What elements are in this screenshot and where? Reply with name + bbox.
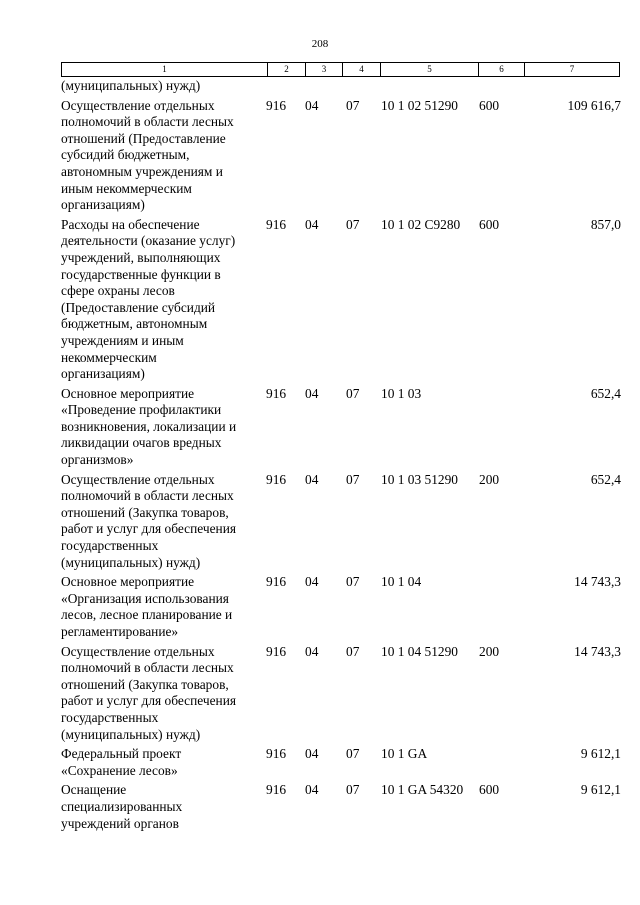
column-header-1: 1	[62, 63, 268, 77]
row-name: Осуществление отдельных полномочий в области лесных отношений (Закупка товаров, работ и услуг для обеспечения государственных (муниципальных) нужд)	[61, 471, 237, 570]
table-row	[61, 782, 621, 832]
row-name: Осуществление отдельных полномочий в области лесных отношений (Предоставление субсидий бюджетным, автономным учреждениям и иным некоммерческим организациям)	[61, 97, 234, 213]
row-subsection-code: 07	[346, 746, 360, 762]
row-name: (муниципальных) нужд)	[61, 78, 201, 93]
row-ministry-code: 916	[266, 216, 287, 232]
row-amount: 652,4	[590, 471, 621, 487]
row-section-code: 04	[305, 385, 319, 401]
row-ministry-code: 916	[266, 385, 287, 401]
table-row	[61, 746, 621, 779]
row-name: Оснащение специализированных учреждений органов	[61, 782, 183, 831]
row-subsection-code: 07	[346, 471, 360, 487]
row-name: Основное мероприятие «Проведение профилактики возникновения, локализации и ликвидации очагов вредных организмов»	[61, 385, 237, 468]
table-row	[61, 574, 621, 640]
row-ministry-code: 916	[266, 471, 287, 487]
column-header-row	[61, 62, 620, 77]
row-ministry-code: 916	[266, 643, 287, 659]
row-expense-type: 200	[479, 471, 500, 487]
column-header-5: 5	[381, 63, 479, 77]
table-row	[61, 386, 621, 469]
column-header-7: 7	[525, 63, 620, 77]
column-header-3: 3	[306, 63, 343, 77]
row-subsection-code: 07	[346, 574, 360, 590]
row-target-code: 10 1 03	[381, 385, 422, 401]
row-target-code: 10 1 03 51290	[381, 471, 458, 487]
row-ministry-code: 916	[266, 746, 287, 762]
table-row	[61, 217, 621, 383]
row-name: Федеральный проект «Сохранение лесов»	[61, 746, 182, 778]
row-section-code: 04	[305, 643, 319, 659]
row-subsection-code: 07	[346, 216, 360, 232]
row-subsection-code: 07	[346, 97, 360, 113]
row-amount: 109 616,7	[567, 97, 621, 113]
table-row	[61, 644, 621, 744]
column-header-2: 2	[268, 63, 306, 77]
row-target-code: 10 1 GA	[381, 746, 428, 762]
row-amount: 652,4	[590, 385, 621, 401]
row-amount: 14 743,3	[574, 643, 621, 659]
row-name: Расходы на обеспечение деятельности (оказание услуг) учреждений, выполняющих государственные функции в сфере охраны лесов (Предоставление субсидий бюджетным, автономным учреждениям и иным некоммерческим организациям)	[61, 216, 236, 382]
row-amount: 9 612,1	[580, 746, 621, 762]
row-target-code: 10 1 02 51290	[381, 97, 458, 113]
row-section-code: 04	[305, 574, 319, 590]
row-section-code: 04	[305, 216, 319, 232]
table-row	[61, 78, 621, 95]
row-expense-type: 600	[479, 97, 500, 113]
row-target-code: 10 1 04 51290	[381, 643, 458, 659]
table-row	[61, 472, 621, 572]
row-subsection-code: 07	[346, 643, 360, 659]
row-expense-type: 600	[479, 216, 500, 232]
column-header-6: 6	[479, 63, 525, 77]
table-row	[61, 98, 621, 214]
row-section-code: 04	[305, 471, 319, 487]
budget-rows	[61, 78, 621, 835]
row-ministry-code: 916	[266, 574, 287, 590]
row-amount: 9 612,1	[580, 782, 621, 798]
row-name: Основное мероприятие «Организация использования лесов, лесное планирование и регламентирование»	[61, 574, 233, 639]
row-amount: 14 743,3	[574, 574, 621, 590]
row-section-code: 04	[305, 746, 319, 762]
row-ministry-code: 916	[266, 97, 287, 113]
row-expense-type: 200	[479, 643, 500, 659]
row-name: Осуществление отдельных полномочий в области лесных отношений (Закупка товаров, работ и услуг для обеспечения государственных (муниципальных) нужд)	[61, 643, 237, 742]
page-number: 208	[311, 38, 329, 50]
row-section-code: 04	[305, 97, 319, 113]
row-expense-type: 600	[479, 782, 500, 798]
row-subsection-code: 07	[346, 385, 360, 401]
row-target-code: 10 1 04	[381, 574, 422, 590]
row-target-code: 10 1 GA 54320	[381, 782, 464, 798]
row-ministry-code: 916	[266, 782, 287, 798]
row-amount: 857,0	[590, 216, 621, 232]
row-target-code: 10 1 02 С9280	[381, 216, 461, 232]
column-header-4: 4	[343, 63, 381, 77]
row-section-code: 04	[305, 782, 319, 798]
row-subsection-code: 07	[346, 782, 360, 798]
